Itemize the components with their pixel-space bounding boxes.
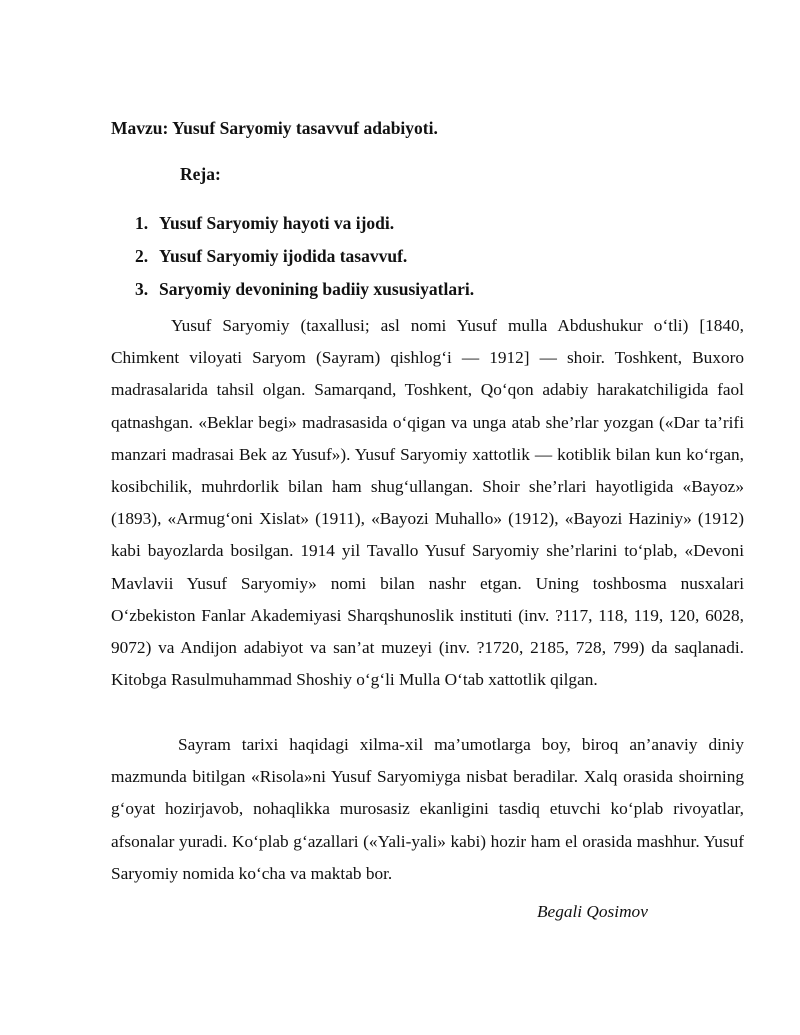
plan-list xyxy=(135,207,474,306)
body-paragraph: Sayram tarixi haqidagi xilma-xil ma’umotlarga boy, biroq an’anaviy diniy mazmunda bitilgan «Risola»ni Yusuf Saryomiyga nisbat beradilar. Xalq orasida shoirning g‘oyat hozirjavob, nohaqlikka murosasiz ekanligini tasdiq etuvchi ko‘plab rivoyatlar, afsonalar yuradi. Ko‘plab g‘azallari («Yali-yali» kabi) hozir ham el orasida mashhur. Yusuf Saryomiy nomida ko‘cha va maktab bor. xyxy=(111,735,744,883)
plan-item-text: Yusuf Saryomiy hayoti va ijodi. xyxy=(159,213,395,233)
plan-item xyxy=(135,273,474,306)
plan-item-text: Saryomiy devonining badiiy xususiyatlari. xyxy=(159,279,475,299)
author-signature: Begali Qosimov xyxy=(537,902,648,921)
plan-item-number: 1. xyxy=(135,213,149,233)
plan-item-number: 3. xyxy=(135,279,149,299)
plan-item-text: Yusuf Saryomiy ijodida tasavvuf. xyxy=(159,246,408,266)
plan-item-number: 2. xyxy=(135,246,149,266)
plan-item xyxy=(135,207,474,240)
document-title: Mavzu: Yusuf Saryomiy tasavvuf adabiyoti. xyxy=(111,118,438,138)
plan-item xyxy=(135,240,474,273)
plan-heading: Reja: xyxy=(180,164,221,184)
body-paragraph: Yusuf Saryomiy (taxallusi; asl nomi Yusuf mulla Abdushukur o‘tli) [1840, Chimkent viloyati Saryom (Sayram) qishlog‘i — 1912] — shoir. Toshkent, Buxoro madrasalarida tahsil olgan. Samarqand, Toshkent, Qo‘qon adabiy harakatchiligida faol qatnashgan. «Beklar begi» madrasasida o‘qigan va unga atab she’rlar yozgan («Dar ta’rifi manzari madrasai Bek az Yusuf»). Yusuf Saryomiy xattotlik — kotiblik bilan kun ko‘rgan, kosibchilik, muhrdorlik bilan ham shug‘ullangan. Shoir she’rlari hayotligida «Bayoz» (1893), «Armug‘oni Xislat» (1911), «Bayozi Muhallo» (1912), «Bayozi Haziniy» (1912) kabi bayozlarda bosilgan. 1914 yil Tavallo Yusuf Saryomiy she’rlarini to‘plab, «Devoni Mavlavii Yusuf Saryomiy» nomi bilan nashr etgan. Uning toshbosma nusxalari O‘zbekiston Fanlar Akademiyasi Sharqshunoslik instituti (inv. ?117, 118, 119, 120, 6028, 9072) va Andijon adabiyot va san’at muzeyi (inv. ?1720, 2185, 728, 799) da saqlanadi. Kitobga Rasulmuhammad Shoshiy o‘g‘li Mulla O‘tab xattotlik qilgan. xyxy=(111,316,744,690)
